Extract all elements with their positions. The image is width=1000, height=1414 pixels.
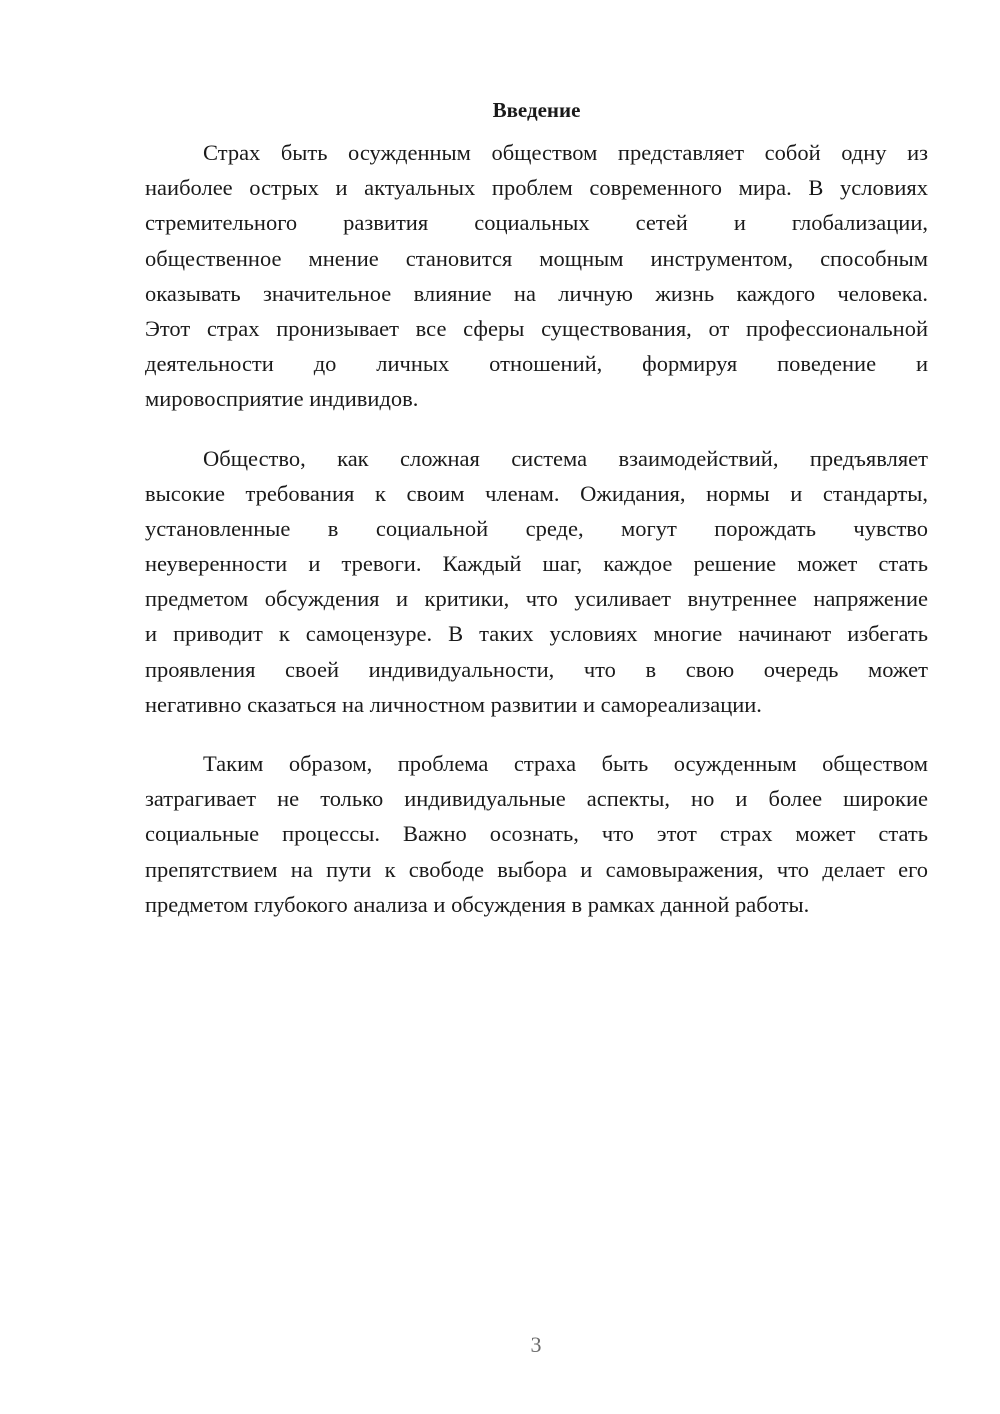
paragraph-line: Страх быть осужденным обществом представляет собой одну из <box>203 140 928 165</box>
paragraph-1 <box>145 135 928 417</box>
paragraph-line: установленные в социальной среде, могут порождать чувство <box>145 515 928 541</box>
paragraph-line: Этот страх пронизывает все сферы существования, от профессиональной <box>145 315 928 341</box>
paragraph-line: общественное мнение становится мощным инструментом, способным <box>145 245 928 271</box>
paragraph-3 <box>145 746 928 922</box>
paragraph-line: неуверенности и тревоги. Каждый шаг, каждое решение может стать <box>145 551 928 577</box>
page-number: 3 <box>530 1332 542 1357</box>
paragraph-line: затрагивает не только индивидуальные аспекты, но и более широкие <box>145 786 928 812</box>
paragraph-line: оказывать значительное влияние на личную жизнь каждого человека. <box>145 280 928 306</box>
paragraph-line: негативно сказаться на личностном развитии и самореализации. <box>145 691 762 717</box>
paragraph-line: проявления своей индивидуальности, что в свою очередь может <box>145 656 928 682</box>
section-heading: Введение <box>492 98 581 122</box>
paragraph-line: препятствием на пути к свободе выбора и самовыражения, что делает его <box>145 856 928 882</box>
paragraph-line: деятельности до личных отношений, формируя поведение и <box>145 351 928 377</box>
paragraph-line: мировосприятие индивидов. <box>145 386 419 412</box>
paragraph-line: наиболее острых и актуальных проблем современного мира. В условиях <box>145 175 928 201</box>
paragraph-line: предметом обсуждения и критики, что усиливает внутреннее напряжение <box>145 586 928 612</box>
paragraph-line: стремительного развития социальных сетей и глобализации, <box>145 210 928 236</box>
paragraph-line: высокие требования к своим членам. Ожидания, нормы и стандарты, <box>145 480 928 506</box>
page-content <box>145 95 928 946</box>
paragraph-line: социальные процессы. Важно осознать, что этот страх может стать <box>145 821 928 847</box>
paragraph-line: предметом глубокого анализа и обсуждения в рамках данной работы. <box>145 891 810 917</box>
paragraph-line: и приводит к самоцензуре. В таких условиях многие начинают избегать <box>145 621 928 647</box>
paragraph-line: Общество, как сложная система взаимодействий, предъявляет <box>203 445 928 471</box>
paragraph-2 <box>145 441 928 723</box>
paragraph-line: Таким образом, проблема страха быть осужденным обществом <box>203 751 928 776</box>
